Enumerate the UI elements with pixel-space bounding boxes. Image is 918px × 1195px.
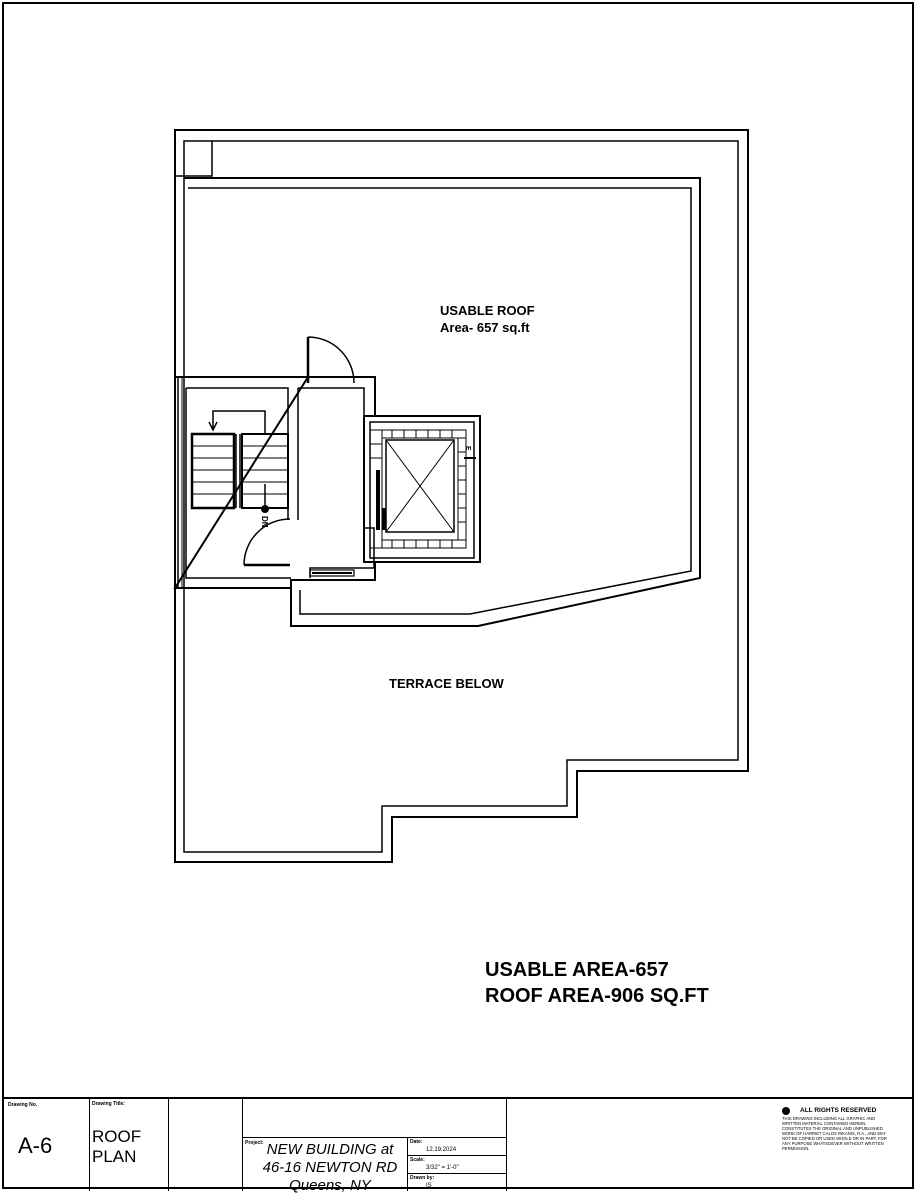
usable-roof-title: USABLE ROOF — [440, 303, 535, 318]
rights-text: THIS DRAWING INCLUDING ALL GRAPHIC AND WRITTEN MATERIAL CONTAINED HEREIN, CONSTITUTES THE ORIGINAL AND UNPUBLISHED WORK OF HARRIET CALOS RIKANIS, R.A., AND MAY NOT BE COPIED OR USED WHOLE OR IN PART, FOR ANY PURPOSE WHATSOEVER WITHOUT WRITTEN PERMISSION. — [782, 1116, 887, 1151]
roof-area-summary: ROOF AREA-906 SQ.FT — [485, 985, 709, 1007]
building-outline-inner — [184, 141, 738, 852]
usable-roof-area: Area- 657 sq.ft — [440, 320, 530, 335]
drawing-no-label: Drawing No. — [8, 1102, 38, 1108]
project-label: Project: — [245, 1140, 264, 1146]
project-line1: NEW BUILDING at — [266, 1141, 394, 1158]
usable-area-summary: USABLE AREA-657 — [485, 959, 669, 981]
drawn-by-value: IS — [426, 1183, 432, 1189]
scale-label: Scale: — [410, 1157, 425, 1163]
stair-direction-arrow — [213, 411, 265, 434]
usable-roof-label — [440, 302, 535, 336]
usable-roof-outline-inner — [188, 188, 691, 614]
project-name — [250, 1141, 410, 1195]
date-value: 12.19.2024 — [426, 1147, 457, 1153]
title-block — [4, 1097, 914, 1194]
drawing-number: A-6 — [18, 1133, 53, 1158]
scale-value: 3/32" = 1'-0" — [426, 1165, 459, 1171]
drawn-by-label: Drawn by: — [410, 1175, 435, 1181]
drawing-title — [92, 1127, 141, 1167]
corner-notch — [175, 141, 212, 176]
elevator-marker: E — [464, 446, 471, 451]
drawing-title-line2: PLAN — [92, 1147, 137, 1166]
stair-enclosure-outer — [175, 337, 308, 377]
project-line2: 46-16 NEWTON RD — [262, 1159, 398, 1176]
stair-flight-left — [192, 434, 234, 508]
project-line3: Queens, NY — [289, 1177, 371, 1194]
usable-roof-outline-outer — [184, 178, 700, 626]
terrace-below-label: TERRACE BELOW — [389, 676, 504, 691]
area-summary — [485, 957, 709, 1009]
stair-dn-marker: DN — [260, 516, 269, 528]
rights-notice — [782, 1107, 894, 1151]
date-label: Date: — [410, 1139, 423, 1145]
drawing-title-line1: ROOF — [92, 1127, 142, 1146]
building-outline-outer — [175, 130, 748, 862]
stair-landing-dot — [261, 505, 269, 513]
copyright-icon — [782, 1107, 790, 1115]
drawing-title-label: Drawing Title: — [92, 1101, 125, 1107]
rights-heading: ALL RIGHTS RESERVED — [800, 1107, 877, 1114]
